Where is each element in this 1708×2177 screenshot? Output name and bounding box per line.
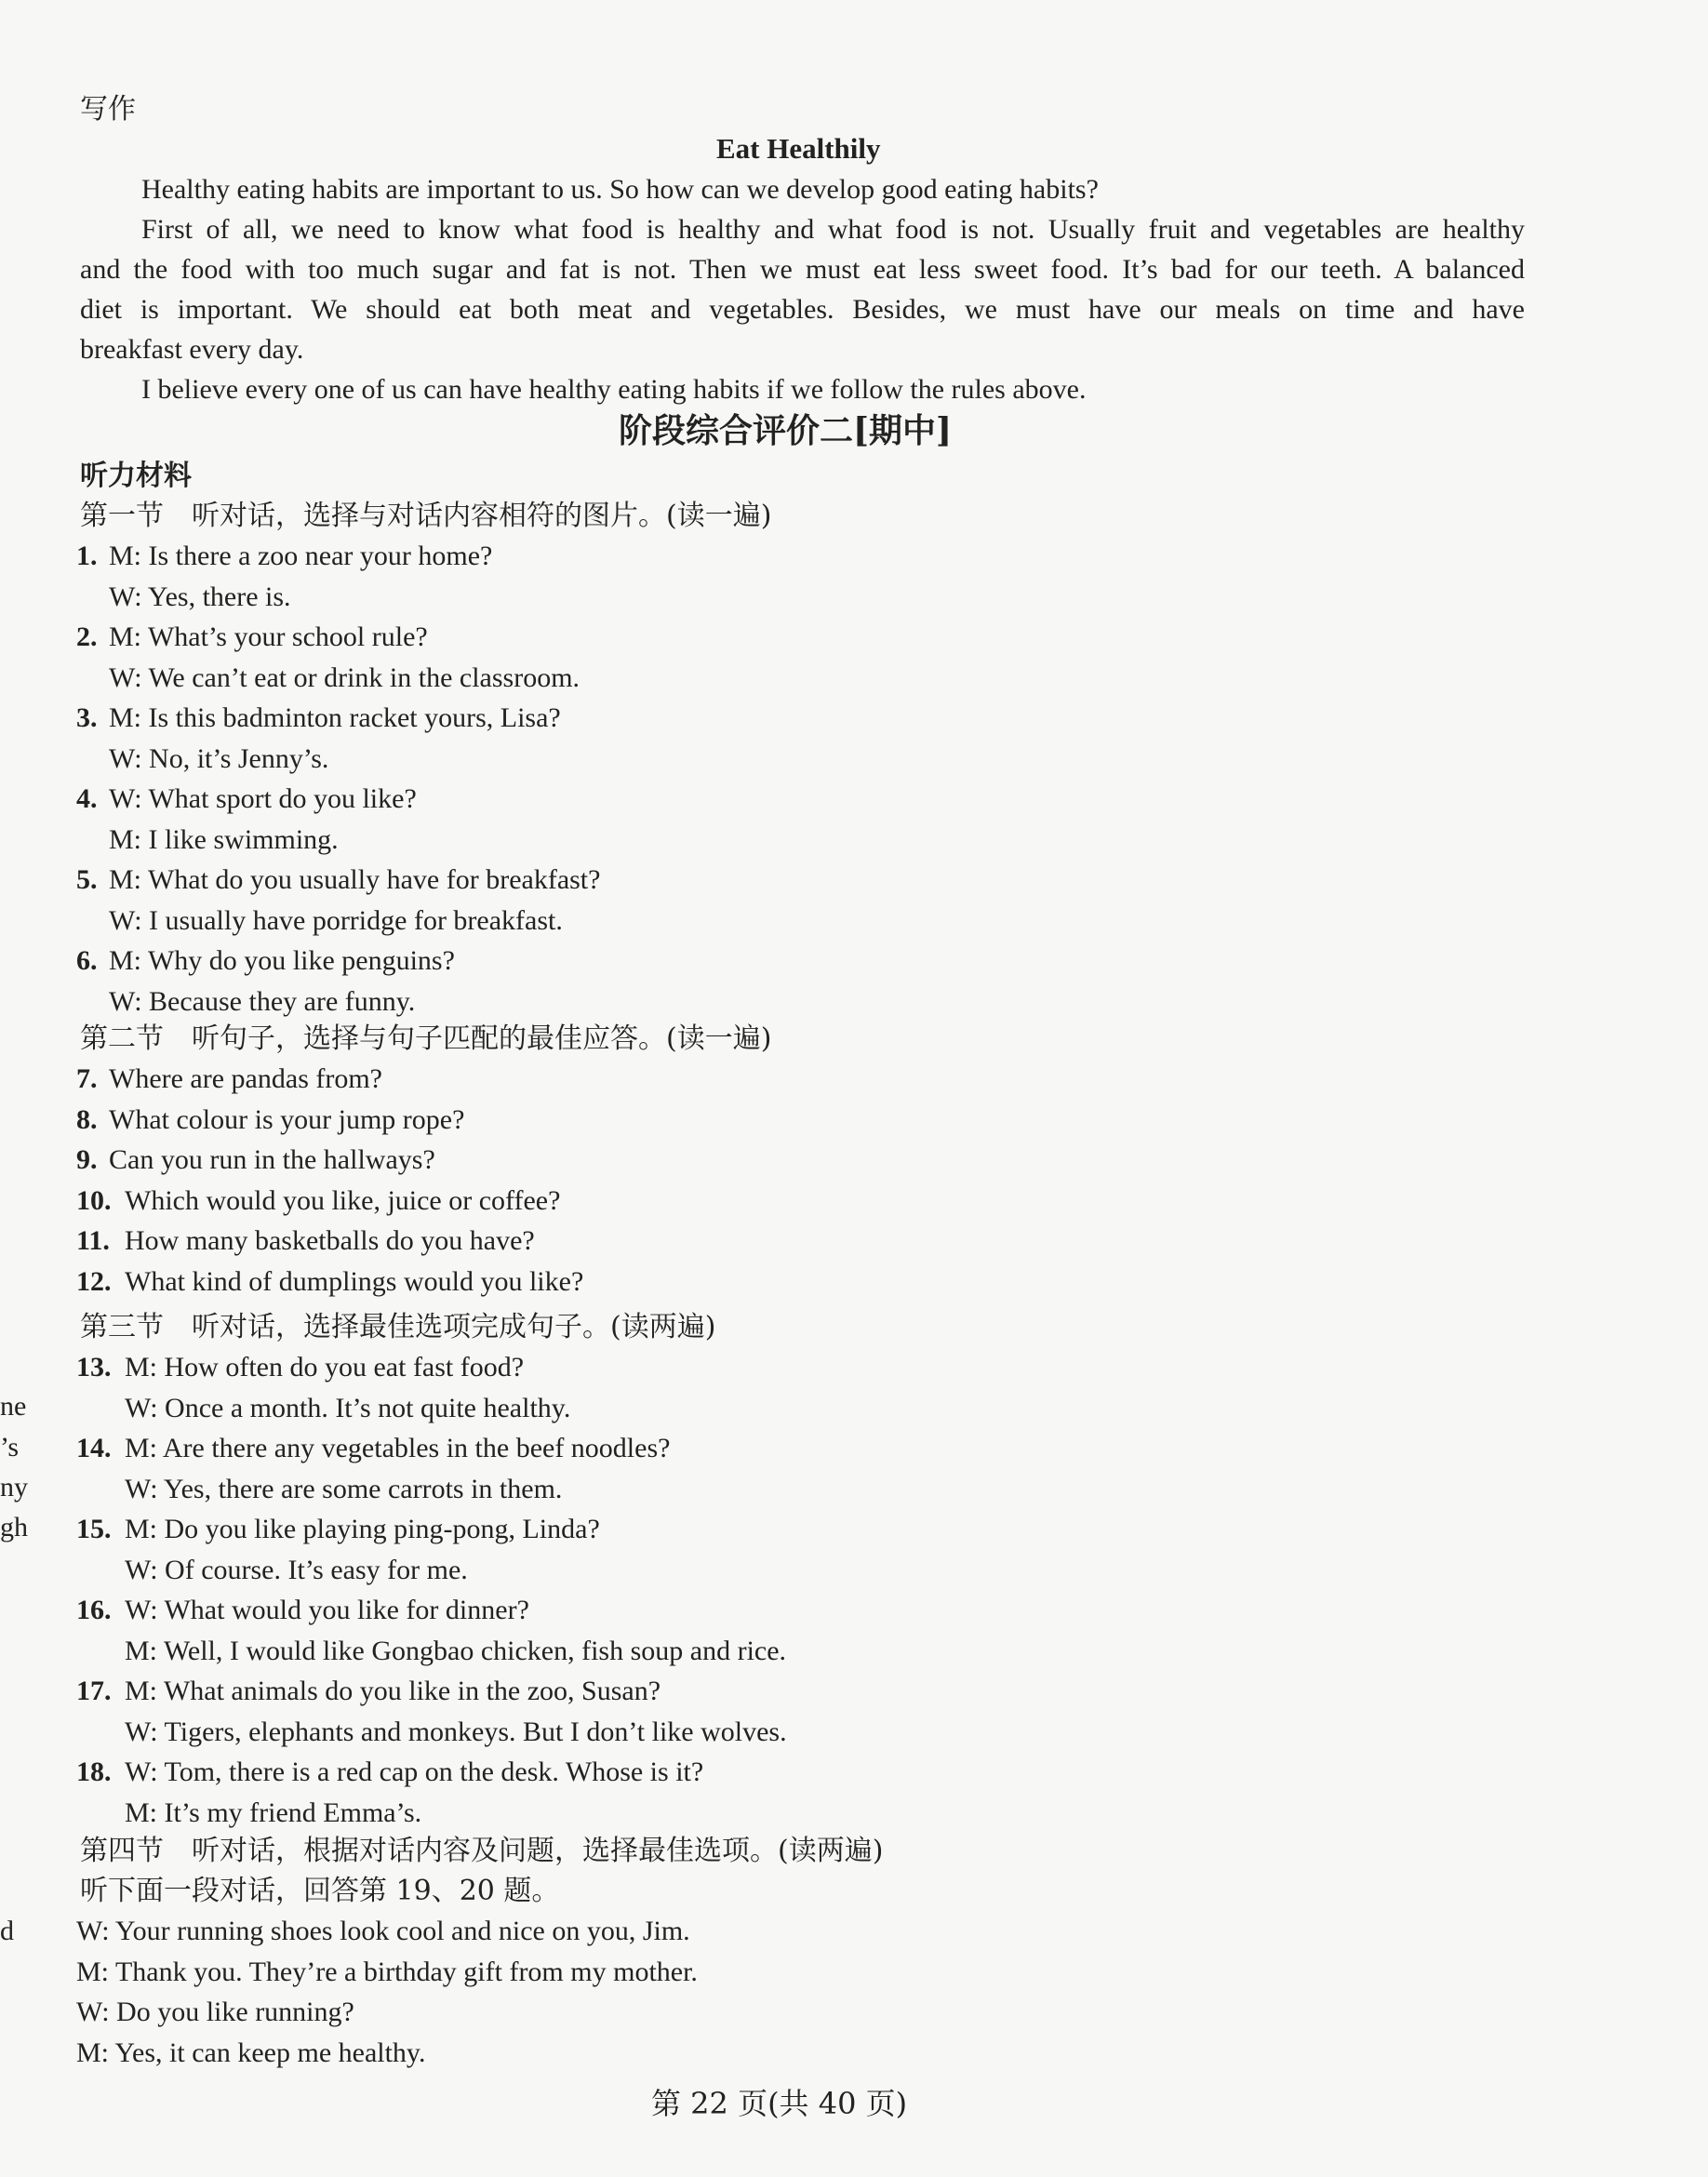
item-number: 16.	[76, 1595, 112, 1625]
dialogue-line: M: What animals do you like in the zoo, Susan?	[125, 1676, 661, 1706]
item-number: 1.	[76, 541, 98, 571]
dialogue-line: W: Do you like running?	[76, 1997, 354, 2027]
sentence: Can you run in the hallways?	[109, 1144, 435, 1175]
dialogue-line: W: Yes, there are some carrots in them.	[125, 1473, 563, 1504]
dialogue-line: M: Are there any vegetables in the beef noodles?	[125, 1433, 671, 1463]
dialogue-line: W: Once a month. It’s not quite healthy.	[125, 1392, 571, 1423]
part3-heading: 第三节 听对话，选择最佳选项完成句子。(读两遍)	[80, 1311, 716, 1343]
item-number: 11.	[76, 1225, 110, 1256]
item-number: 3.	[76, 702, 98, 733]
dialogue-line: M: Do you like playing ping-pong, Linda?	[125, 1514, 600, 1544]
dialogue-line: M: Is this badminton racket yours, Lisa?	[109, 702, 561, 733]
dialogue-line: M: Thank you. They’re a birthday gift from my mother.	[76, 1956, 698, 1987]
item-number: 4.	[76, 783, 98, 814]
margin-fragment: gh	[0, 1512, 28, 1543]
sentence: How many basketballs do you have?	[125, 1225, 535, 1256]
dialogue-line: W: Of course. It’s easy for me.	[125, 1554, 468, 1585]
dialogue-line: W: Tom, there is a red cap on the desk. Whose is it?	[125, 1756, 704, 1787]
dialogue-line: W: Because they are funny.	[109, 985, 416, 1017]
dialogue-line: W: What sport do you like?	[109, 783, 417, 814]
writing-heading: 写作	[80, 93, 136, 126]
part1-heading: 第一节 听对话，选择与对话内容相符的图片。(读一遍)	[80, 500, 772, 532]
essay-paragraph-2-line-4: breakfast every day.	[80, 334, 304, 365]
page-footer: 第 22 页(共 40 页)	[651, 2086, 908, 2121]
listening-heading: 听力材料	[80, 460, 192, 492]
item-number: 6.	[76, 945, 98, 976]
item-number: 15.	[76, 1514, 112, 1544]
part2-heading: 第二节 听句子，选择与句子匹配的最佳应答。(读一遍)	[80, 1022, 772, 1055]
item-number: 17.	[76, 1676, 112, 1706]
margin-fragment: ne	[0, 1391, 27, 1422]
sentence: Which would you like, juice or coffee?	[125, 1184, 561, 1216]
margin-fragment: d	[0, 1916, 14, 1946]
essay-paragraph-3: I believe every one of us can have healthy eating habits if we follow the rules above.	[141, 374, 1087, 405]
item-number: 9.	[76, 1144, 98, 1175]
dialogue-line: M: I like swimming.	[109, 823, 339, 855]
dialogue-line: W: Yes, there is.	[109, 581, 291, 612]
dialogue-line: M: How often do you eat fast food?	[125, 1352, 525, 1382]
margin-fragment: ny	[0, 1472, 28, 1503]
dialogue-line: M: It’s my friend Emma’s.	[125, 1796, 422, 1828]
dialogue-line: M: Is there a zoo near your home?	[109, 541, 493, 571]
item-number: 10.	[76, 1184, 112, 1216]
dialogue-line: M: Yes, it can keep me healthy.	[76, 2037, 426, 2068]
essay-paragraph-2-line-2: and the food with too much sugar and fat is not. Then we must eat less sweet food. It’s bad for our teeth. A balanced	[80, 254, 1525, 285]
essay-paragraph-2-line-1: First of all, we need to know what food is healthy and what food is not. Usually fruit and vegetables are healthy	[141, 214, 1525, 245]
item-number: 5.	[76, 864, 98, 895]
item-number: 12.	[76, 1265, 112, 1297]
sentence: What kind of dumplings would you like?	[125, 1265, 584, 1297]
sentence: What colour is your jump rope?	[109, 1103, 465, 1135]
dialogue-line: W: Tigers, elephants and monkeys. But I don’t like wolves.	[125, 1716, 787, 1747]
dialogue-line: M: Well, I would like Gongbao chicken, fish soup and rice.	[125, 1635, 787, 1666]
dialogue-line: M: What’s your school rule?	[109, 621, 428, 652]
dialogue-line: W: What would you like for dinner?	[125, 1595, 529, 1625]
essay-paragraph-2-line-3: diet is important. We should eat both meat and vegetables. Besides, we must have our meals on time and have	[80, 294, 1525, 325]
essay-paragraph-1: Healthy eating habits are important to us. So how can we develop good eating habits?	[141, 174, 1099, 205]
part4-intro: 听下面一段对话，回答第 19、20 题。	[80, 1875, 560, 1907]
section-title: 阶段综合评价二[期中]	[619, 411, 953, 450]
part4-heading: 第四节 听对话，根据对话内容及问题，选择最佳选项。(读两遍)	[80, 1835, 884, 1867]
item-number: 18.	[76, 1756, 112, 1787]
sentence: Where are pandas from?	[109, 1063, 382, 1094]
margin-fragment: ’s	[0, 1432, 20, 1462]
item-number: 14.	[76, 1433, 112, 1463]
item-number: 7.	[76, 1063, 98, 1094]
dialogue-line: W: We can’t eat or drink in the classroom.	[109, 661, 580, 693]
item-number: 8.	[76, 1103, 98, 1135]
dialogue-line: M: What do you usually have for breakfast?	[109, 864, 601, 895]
dialogue-line: W: I usually have porridge for breakfast.	[109, 904, 563, 936]
dialogue-line: W: No, it’s Jenny’s.	[109, 742, 329, 774]
essay-title: Eat Healthily	[716, 132, 881, 165]
item-number: 2.	[76, 621, 98, 652]
dialogue-line: W: Your running shoes look cool and nice on you, Jim.	[76, 1916, 690, 1946]
item-number: 13.	[76, 1352, 112, 1382]
dialogue-line: M: Why do you like penguins?	[109, 945, 455, 976]
